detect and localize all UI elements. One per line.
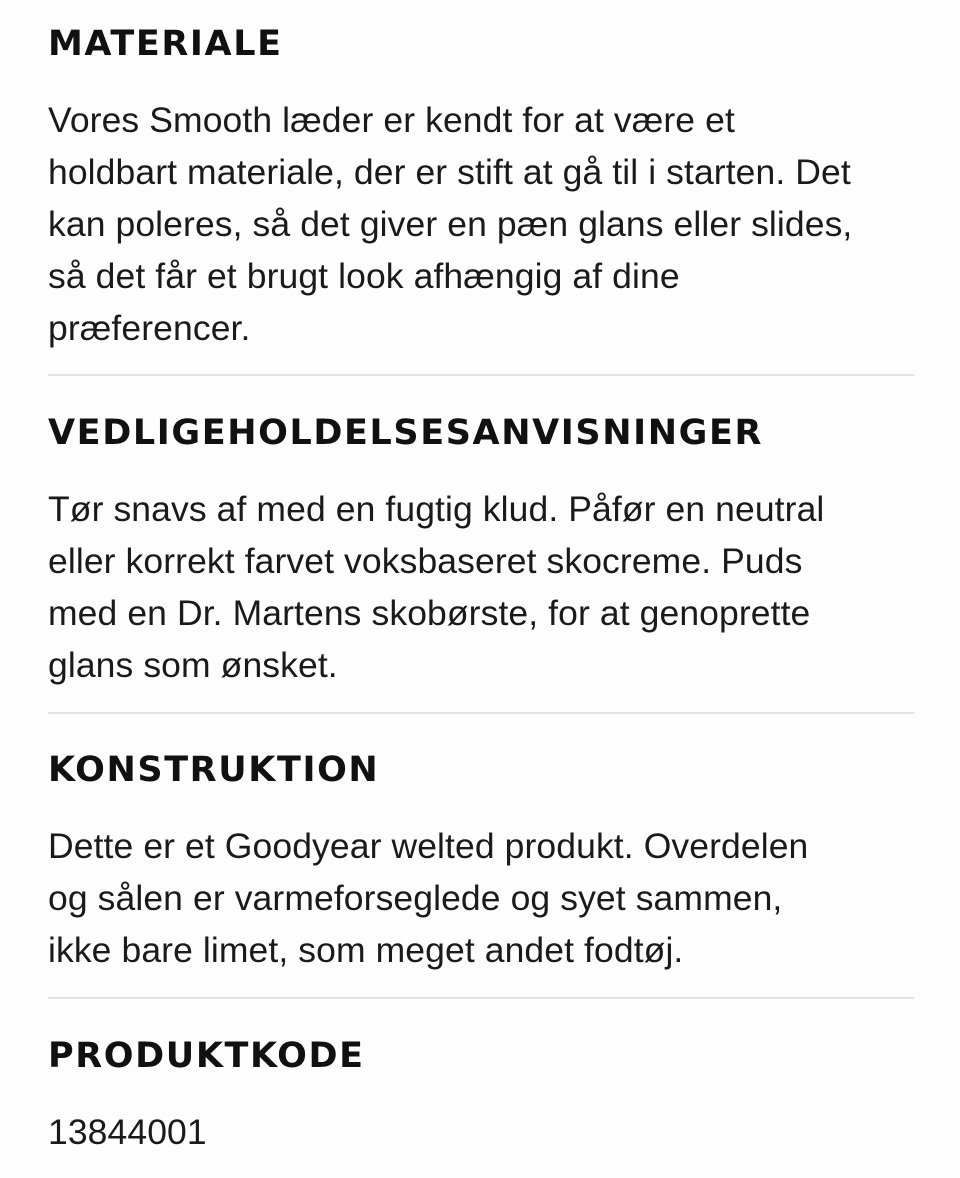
material-description bbox=[48, 94, 914, 354]
care-line: eller korrekt farvet voksbaseret skocreme. Puds bbox=[48, 541, 803, 581]
material-section bbox=[48, 24, 914, 354]
construction-line: Dette er et Goodyear welted produkt. Overdelen bbox=[48, 826, 809, 866]
construction-line: ikke bare limet, som meget andet fodtøj. bbox=[48, 930, 684, 970]
construction-heading: KONSTRUKTION bbox=[48, 750, 380, 790]
section-divider bbox=[48, 712, 914, 714]
product-code-section bbox=[48, 1036, 914, 1158]
care-line: glans som ønsket. bbox=[48, 645, 338, 685]
care-line: med en Dr. Martens skobørste, for at genoprette bbox=[48, 593, 811, 633]
material-line: Vores Smooth læder er kendt for at være et bbox=[48, 100, 735, 140]
construction-section bbox=[48, 750, 914, 976]
material-heading: MATERIALE bbox=[48, 24, 283, 64]
section-divider bbox=[48, 374, 914, 376]
construction-line: og sålen er varmeforseglede og syet sammen, bbox=[48, 878, 783, 918]
material-line: holdbart materiale, der er stift at gå til i starten. Det bbox=[48, 152, 851, 192]
material-line: præferencer. bbox=[48, 308, 251, 348]
care-instructions-description bbox=[48, 483, 914, 691]
material-line: så det får et brugt look afhængig af dine bbox=[48, 256, 680, 296]
product-code-line: 13844001 bbox=[48, 1112, 207, 1152]
section-divider bbox=[48, 997, 914, 999]
product-code-heading: PRODUKTKODE bbox=[48, 1036, 365, 1076]
care-instructions-heading: VEDLIGEHOLDELSESANVISNINGER bbox=[48, 413, 764, 453]
product-code-value bbox=[48, 1106, 914, 1158]
care-instructions-section bbox=[48, 413, 914, 691]
construction-description bbox=[48, 820, 914, 976]
care-line: Tør snavs af med en fugtig klud. Påfør en neutral bbox=[48, 489, 825, 529]
material-line: kan poleres, så det giver en pæn glans eller slides, bbox=[48, 204, 853, 244]
